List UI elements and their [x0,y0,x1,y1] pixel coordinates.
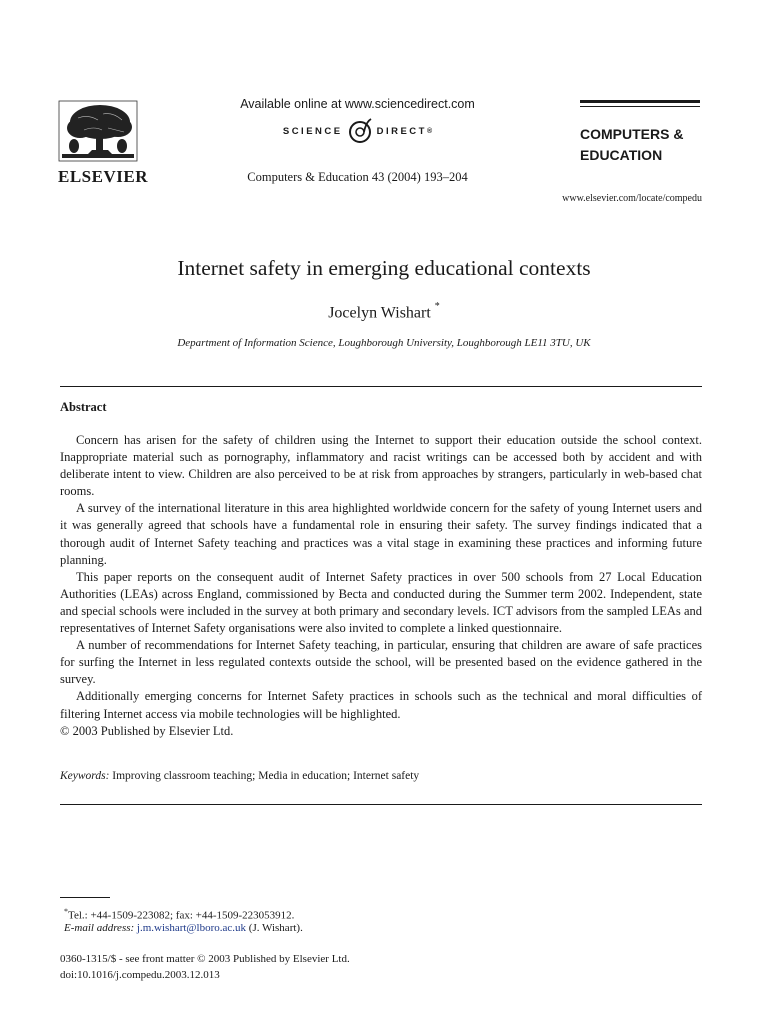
email-label: E-mail address: [64,922,135,934]
available-online-text: Available online at www.sciencedirect.com [240,97,475,111]
journal-citation: Computers & Education 43 (2004) 193–204 [247,170,468,184]
article-author [40,303,728,322]
abstract-bottom-rule [60,804,702,805]
journal-name-line-2: EDUCATION [580,147,663,163]
abstract-paragraph: Additionally emerging concerns for Internet Safety practices in schools such as the technical and moral difficulties of filtering Internet access via mobile technologies will be highlighted. [60,689,702,721]
abstract-paragraph: This paper reports on the consequent audit of Internet Safety practices in over 500 schools from 27 Local Education Authorities (LEAs) across England, commissioned by Becta and conducted during the Summer term 2002. Independent, state and special schools were included in the survey at both primary and secondary levels. ICT advisors from the sampled LEAs and representatives of Internet Safety organisations were also invited to complete a linked questionnaire. [60,569,702,636]
registered-mark: ® [426,127,433,135]
abstract-paragraph: A number of recommendations for Internet Safety teaching, in particular, ensuring that children are aware of safe practices for surfing the Internet in less regulated contexts outside the school, will be presented based on the evidence gathered in the survey. [60,638,702,687]
journal-header-rule [580,100,700,103]
footnote-mark: * [64,907,68,916]
footnote-email [64,920,704,936]
keywords-text: Improving classroom teaching; Media in education; Internet safety [112,770,420,782]
author-footnote-mark[interactable]: * [434,301,440,312]
keywords-label: Keywords: [60,770,110,782]
abstract-heading: Abstract [60,400,107,414]
sciencedirect-right-word: DIRECT [376,125,427,137]
abstract-top-rule [60,386,702,387]
journal-name-line-1: COMPUTERS & [580,126,684,142]
abstract-copyright: © 2003 Published by Elsevier Ltd. [60,723,234,738]
journal-header-rule-thin [580,106,700,107]
imprint-front-matter: 0360-1315/$ - see front matter © 2003 Published by Elsevier Ltd. [60,953,350,965]
sciencedirect-logo [230,117,485,145]
journal-url-link[interactable]: www.elsevier.com/locate/compedu [562,193,702,204]
footnote-rule [60,897,110,898]
email-link[interactable]: j.m.wishart@lboro.ac.uk [136,922,247,934]
abstract-paragraph: A survey of the international literature in this area highlighted worldwide concern for the safety of young Internet users and it was generally agreed that schools have a fundamental role in ensuring their safety. The survey findings indicated that a thorough audit of Internet Safety teaching and practices was a vital stage in examining these practices and informing future planning. [60,501,702,567]
sciencedirect-d-icon [346,117,374,145]
article-title: Internet safety in emerging educational contexts [177,256,591,280]
author-affiliation: Department of Information Science, Loughborough University, Loughborough LE11 3TU, UK [177,337,591,349]
keywords-line [60,770,702,782]
abstract-paragraph: Concern has arisen for the safety of children using the Internet to support their education outside the school context. Inappropriate material such as pornography, inflammatory and racist writings can be accessed both by accident and with deliberate intent to view. Children are also perceived to be at risk from approaches by strangers, particularly in web-based chat rooms. [60,433,702,499]
sciencedirect-left-word: SCIENCE [282,125,343,137]
author-name: Jocelyn Wishart [328,304,431,322]
footnote-contact-text: Tel.: +44-1509-223082; fax: +44-1509-223053912. [68,909,295,922]
email-suffix: (J. Wishart). [248,922,303,934]
elsevier-tree-logo [58,100,138,162]
publisher-name: ELSEVIER [58,167,148,186]
abstract-body [60,432,702,740]
imprint-doi[interactable]: doi:10.1016/j.compedu.2003.12.013 [60,969,220,981]
journal-name [580,124,710,166]
